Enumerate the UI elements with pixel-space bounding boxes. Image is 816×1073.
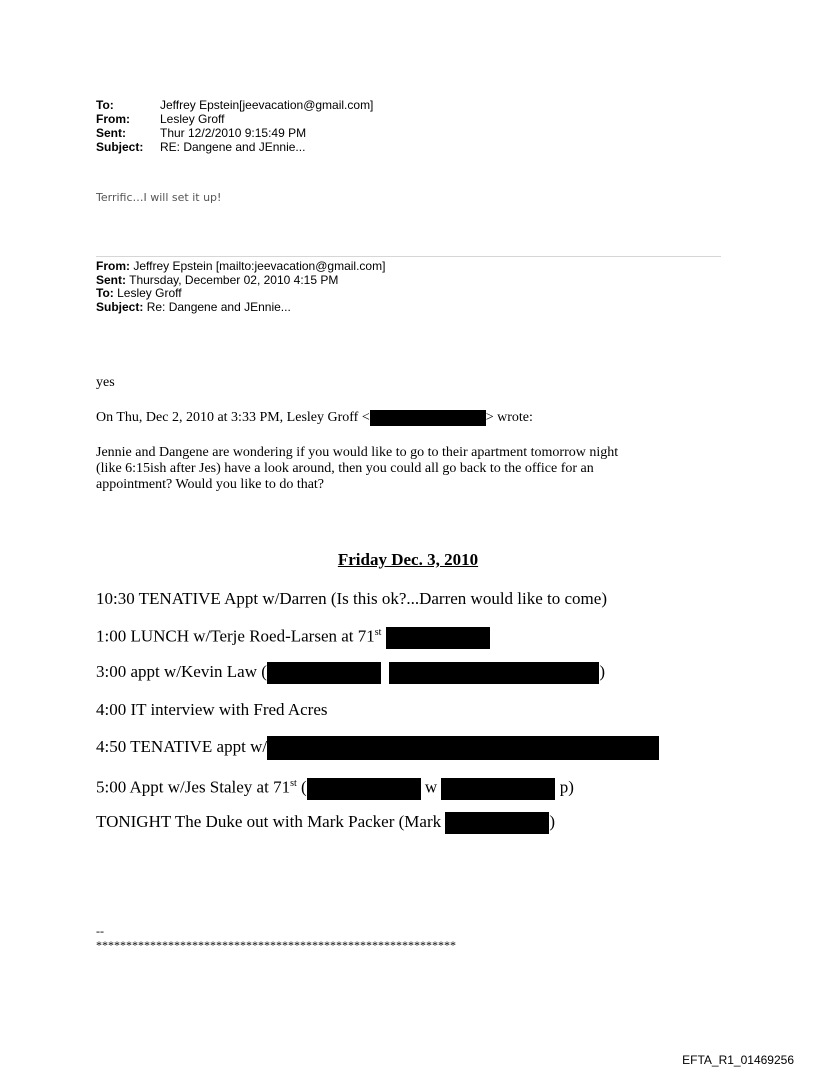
body-line: appointment? Would you like to do that? (96, 477, 325, 492)
item-text: p) (555, 777, 574, 797)
schedule-item: 4:00 IT interview with Fred Acres (96, 700, 328, 719)
ordinal-suffix: st (374, 627, 382, 638)
fwd-sent-value: Thursday, December 02, 2010 4:15 PM (129, 272, 339, 287)
from-value: Lesley Groff (160, 112, 225, 126)
to-value: Jeffrey Epstein[jeevacation@gmail.com] (160, 98, 374, 112)
sent-value: Thur 12/2/2010 9:15:49 PM (160, 126, 307, 140)
signature-separator (96, 924, 456, 952)
fwd-to-value: Lesley Groff (117, 286, 182, 300)
quote-intro (96, 410, 533, 426)
to-label: To: (96, 98, 114, 112)
message-body (96, 445, 618, 493)
item-text: ( (296, 777, 307, 797)
from-label: From: (96, 112, 130, 126)
redaction-block (441, 778, 555, 800)
item-text: 4:50 TENATIVE appt w/ (96, 736, 268, 756)
item-text: ) (599, 662, 606, 681)
schedule-item (96, 774, 574, 800)
body-line: Jennie and Dangene are wondering if you would like to go to their apartment tomorrow night (96, 445, 619, 460)
document-id: EFTA_R1_01469256 (682, 1053, 794, 1067)
ordinal-suffix: st (290, 778, 297, 789)
fwd-subject-label: Subject: (96, 299, 144, 314)
body-line: (like 6:15ish after Jes) have a look around, then you could all go back to the office for an (96, 461, 594, 476)
fwd-from-label: From: (96, 259, 130, 273)
header-sent-row (96, 126, 373, 140)
redaction-block (445, 812, 549, 834)
redaction-block (389, 662, 599, 684)
divider-line (96, 256, 721, 257)
schedule-item (96, 623, 490, 649)
signature-stars: ************************************************************ (96, 938, 456, 952)
header-to-row (96, 98, 373, 112)
schedule-item: 10:30 TENATIVE Appt w/Darren (Is this ok?...Darren would like to come) (96, 589, 607, 608)
reply-text: Terrific…I will set it up! (96, 191, 222, 204)
subject-label: Subject: (96, 140, 144, 154)
fwd-to-row (96, 287, 385, 301)
redaction-block (370, 410, 486, 426)
fwd-from-value: Jeffrey Epstein [mailto:jeevacation@gmail.com] (133, 259, 386, 273)
signature-dashes: -- (96, 924, 104, 938)
item-text: w (420, 777, 442, 797)
fwd-to-label: To: (96, 286, 114, 300)
forwarded-header (96, 260, 385, 314)
schedule-item (96, 662, 605, 684)
redaction-block (386, 627, 490, 649)
fwd-from-row (96, 260, 385, 274)
fwd-sent-row (96, 274, 385, 288)
header-from-row (96, 112, 373, 126)
redaction-block (267, 662, 381, 684)
item-text: TONIGHT The Duke out with Mark Packer (Mark (96, 812, 446, 831)
item-text: 3:00 appt w/Kevin Law ( (96, 662, 267, 681)
sent-label: Sent: (96, 126, 126, 140)
redaction-block (267, 736, 659, 760)
redaction-block (307, 778, 421, 800)
email-header (96, 98, 373, 154)
schedule-title: Friday Dec. 3, 2010 (337, 550, 479, 569)
fwd-sent-label: Sent: (96, 272, 126, 287)
subject-value: RE: Dangene and JEnnie... (160, 140, 306, 154)
schedule-item (96, 736, 659, 760)
header-subject-row (96, 140, 373, 154)
item-text: ) (549, 812, 556, 831)
fwd-subject-value: Re: Dangene and JEnnie... (146, 299, 291, 314)
schedule-item (96, 812, 555, 834)
item-text: 1:00 LUNCH w/Terje Roed-Larsen at 71 (96, 626, 375, 646)
message-yes: yes (96, 375, 115, 390)
quote-intro-end: > wrote: (485, 410, 533, 426)
fwd-subject-row (96, 301, 385, 315)
quote-intro-start: On Thu, Dec 2, 2010 at 3:33 PM, Lesley Groff < (96, 410, 370, 426)
item-text: 5:00 Appt w/Jes Staley at 71 (96, 777, 291, 797)
